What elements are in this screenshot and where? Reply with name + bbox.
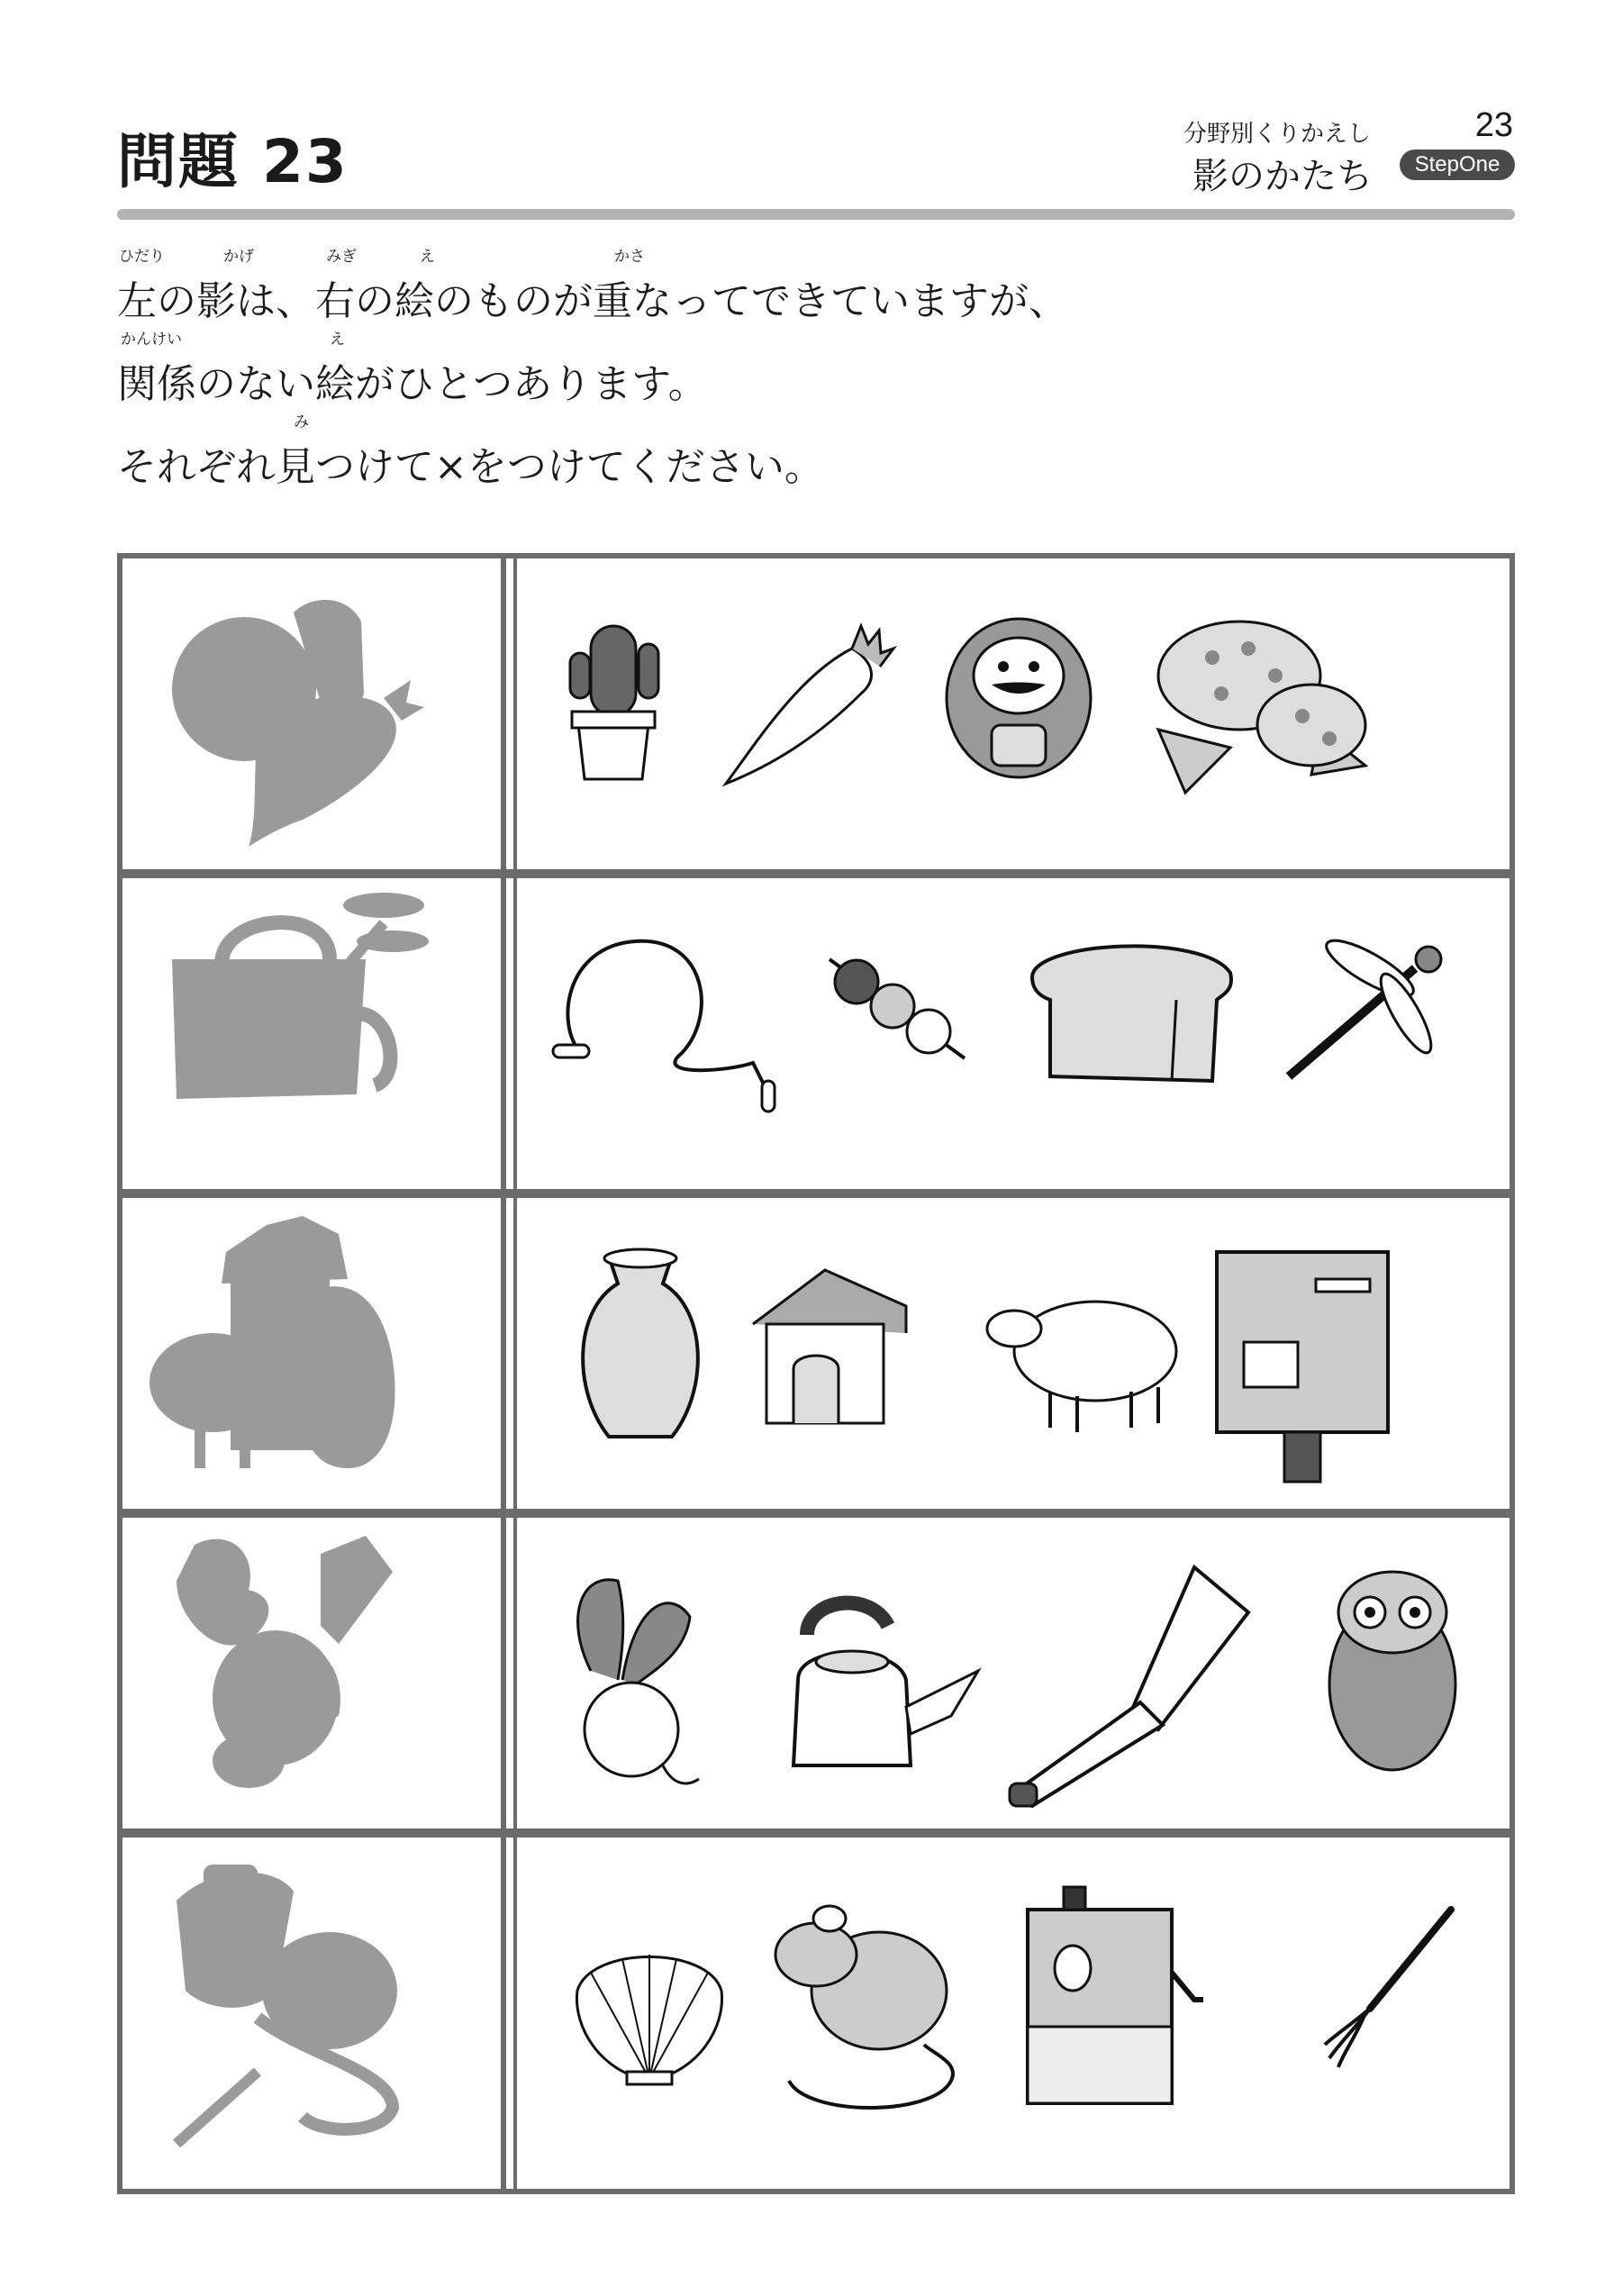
mouse-icon[interactable] — [753, 1892, 969, 2126]
exercise-row-1 — [122, 558, 1510, 869]
shadow-silhouette — [122, 558, 501, 869]
hydrangea-icon[interactable] — [1140, 603, 1374, 802]
pencil-sharpener-icon[interactable] — [1010, 1883, 1208, 2117]
bread-icon[interactable] — [1023, 932, 1239, 1085]
exercise-grid — [117, 553, 1515, 2194]
item-options — [519, 1198, 1510, 1509]
exercise-row-2 — [122, 878, 1510, 1189]
exercise-row-5 — [122, 1838, 1510, 2189]
ruby: かさ — [614, 248, 645, 266]
ruby: かげ — [223, 248, 254, 266]
instruction-text: それぞれ見つけて×をつけてください。 — [117, 444, 824, 490]
shell-icon[interactable] — [564, 1919, 735, 2090]
ruby: みぎ — [326, 248, 357, 266]
item-options — [519, 558, 1510, 869]
instructions — [117, 243, 1522, 492]
row-divider — [122, 1829, 1510, 1838]
item-options — [519, 1518, 1510, 1829]
turnip-icon[interactable] — [555, 1563, 717, 1797]
page-header — [117, 106, 1515, 205]
ruby: かんけい — [121, 331, 182, 349]
item-options — [519, 878, 1510, 1189]
vase-icon[interactable] — [573, 1248, 708, 1455]
header-rule — [117, 209, 1515, 220]
ruby: み — [294, 413, 309, 431]
row-divider — [122, 869, 1510, 878]
shadow-silhouette — [122, 878, 501, 1189]
ruby: ひだり — [119, 248, 165, 266]
fork-icon[interactable] — [1307, 1901, 1460, 2081]
subject-label: 影のかたち — [1192, 156, 1373, 197]
daikon-icon[interactable] — [717, 613, 897, 793]
instruction-text: 関係のない絵がひとつあります。 — [117, 361, 708, 407]
shadow-silhouette — [122, 1198, 501, 1509]
ruby: え — [420, 248, 435, 266]
brand-badge: StepOne — [1400, 150, 1515, 180]
dragonfly-icon[interactable] — [1280, 923, 1451, 1085]
instruction-line-2 — [117, 326, 1522, 409]
ruby: え — [330, 331, 345, 349]
owl-icon[interactable] — [1311, 1558, 1473, 1783]
instruction-line-3 — [117, 409, 1522, 492]
sheep-icon[interactable] — [978, 1279, 1185, 1441]
item-options — [519, 1838, 1510, 2189]
instruction-line-1 — [117, 243, 1522, 326]
jump-rope-icon[interactable] — [546, 919, 798, 1117]
series-label: 分野別くりかえし — [1183, 121, 1371, 148]
row-divider — [122, 1189, 1510, 1198]
problem-title: 問題 23 — [117, 127, 349, 196]
shadow-silhouette — [122, 1838, 501, 2189]
kettle-icon[interactable] — [771, 1581, 987, 1779]
exercise-row-4 — [122, 1518, 1510, 1829]
page-number: 23 — [1474, 106, 1513, 144]
exercise-row-3 — [122, 1198, 1510, 1509]
row-divider — [122, 1509, 1510, 1518]
saw-icon[interactable] — [1005, 1558, 1257, 1810]
cactus-icon[interactable] — [559, 608, 667, 788]
dog-house-icon[interactable] — [744, 1261, 915, 1441]
dango-icon[interactable] — [821, 950, 974, 1067]
daruma-icon[interactable] — [942, 613, 1095, 784]
shadow-silhouette — [122, 1518, 501, 1829]
post-box-icon[interactable] — [1208, 1243, 1397, 1486]
instruction-text: 左の影は、右の絵のものが重なってできていますが、 — [117, 278, 1068, 324]
